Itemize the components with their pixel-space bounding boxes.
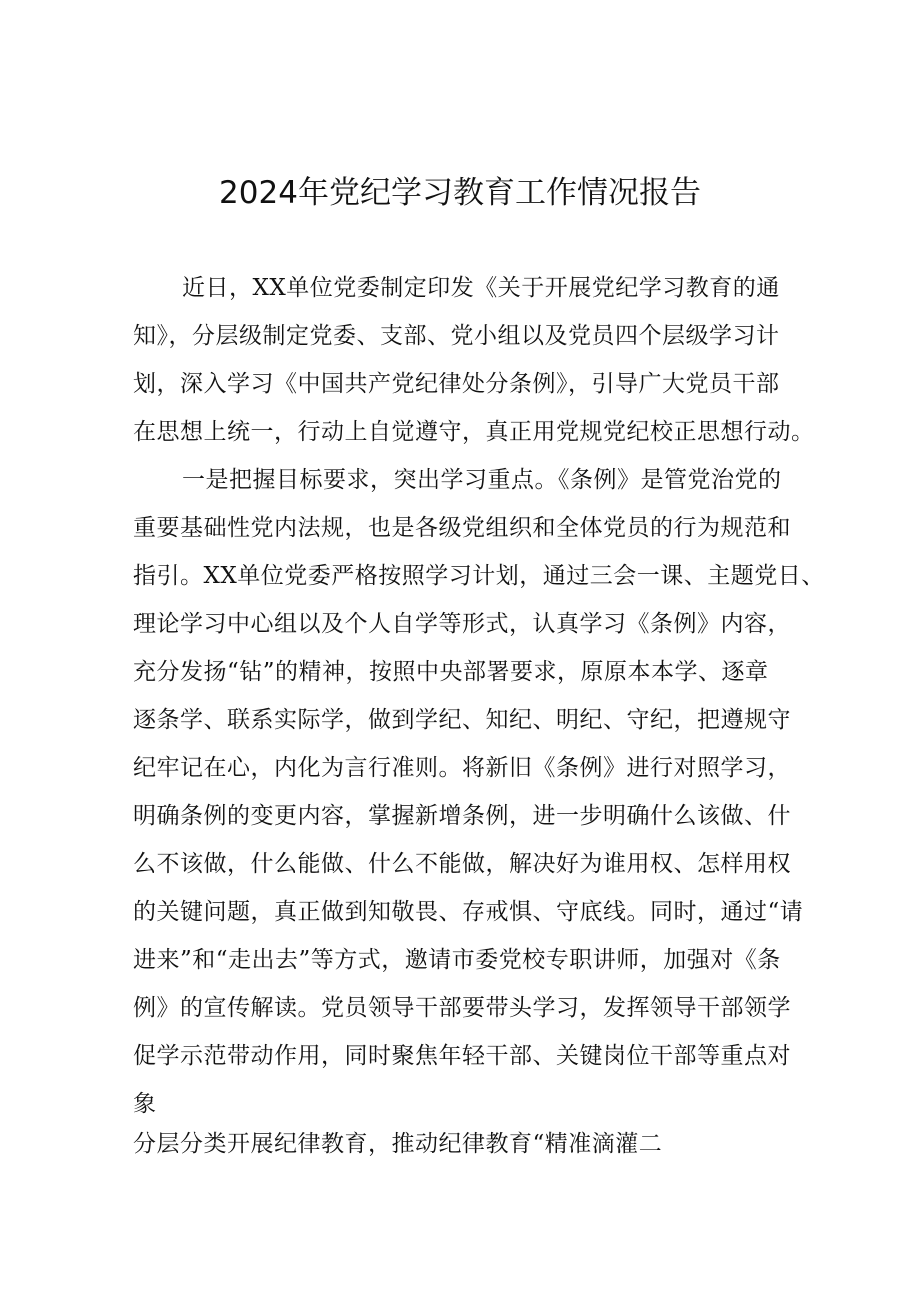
paragraph-2-line-8: 明确条例的变更内容，掌握新增条例，进一步明确什么该做、什 [133,803,791,829]
paragraph-2-line-6: 逐条学、联系实际学，做到学纪、知纪、明纪、守纪，把遵规守 [133,707,791,733]
paragraph-2-line-5: 充分发扬“钻”的精神，按照中央部署要求，原原本本学、逐章 [133,659,769,685]
paragraph-2-line-14: 象 [133,1091,157,1117]
paragraph-2-line-3: 指引。XX单位党委严格按照学习计划，通过三会一课、主题党日、 [133,563,825,589]
paragraph-3-line-1: 分层分类开展纪律教育，推动纪律教育“精准滴灌二 [133,1131,663,1157]
paragraph-2-line-9: 么不该做，什么能做、什么不能做，解决好为谁用权、怎样用权 [133,851,791,877]
paragraph-2-line-13: 促学示范带动作用，同时聚焦年轻干部、关键岗位干部等重点对 [133,1043,791,1069]
paragraph-2-line-4: 理论学习中心组以及个人自学等形式，认真学习《条例》内容， [133,611,791,637]
paragraph-2-line-1: 一是把握目标要求，突出学习重点。《条例》是管党治党的 [182,467,782,493]
paragraph-2-line-2: 重要基础性党内法规，也是各级党组织和全体党员的行为规范和 [133,515,791,541]
paragraph-1-line-4: 在思想上统一，行动上自觉遵守，真正用党规党纪校正思想行动。 [133,419,815,445]
paragraph-1-line-2: 知》，分层级制定党委、支部、党小组以及党员四个层级学习计 [133,323,780,349]
paragraph-2-line-12: 例》的宣传解读。党员领导干部要带头学习，发挥领导干部领学 [133,995,791,1021]
paragraph-1-line-3: 划，深入学习《中国共产党纪律处分条例》，引导广大党员干部 [133,371,780,397]
paragraph-1-line-1: 近日，XX单位党委制定印发《关于开展党纪学习教育的通 [182,275,780,301]
paragraph-2-line-10: 的关键问题，真正做到知敬畏、存戒惧、守底线。同时，通过“请 [133,899,804,925]
paragraph-2-line-7: 纪牢记在心，内化为言行准则。将新旧《条例》进行对照学习， [133,755,791,781]
paragraph-2-line-11: 进来”和“走出去”等方式，邀请市委党校专职讲师，加强对《条 [133,947,781,973]
document-title: 2024年党纪学习教育工作情况报告 [219,175,701,211]
